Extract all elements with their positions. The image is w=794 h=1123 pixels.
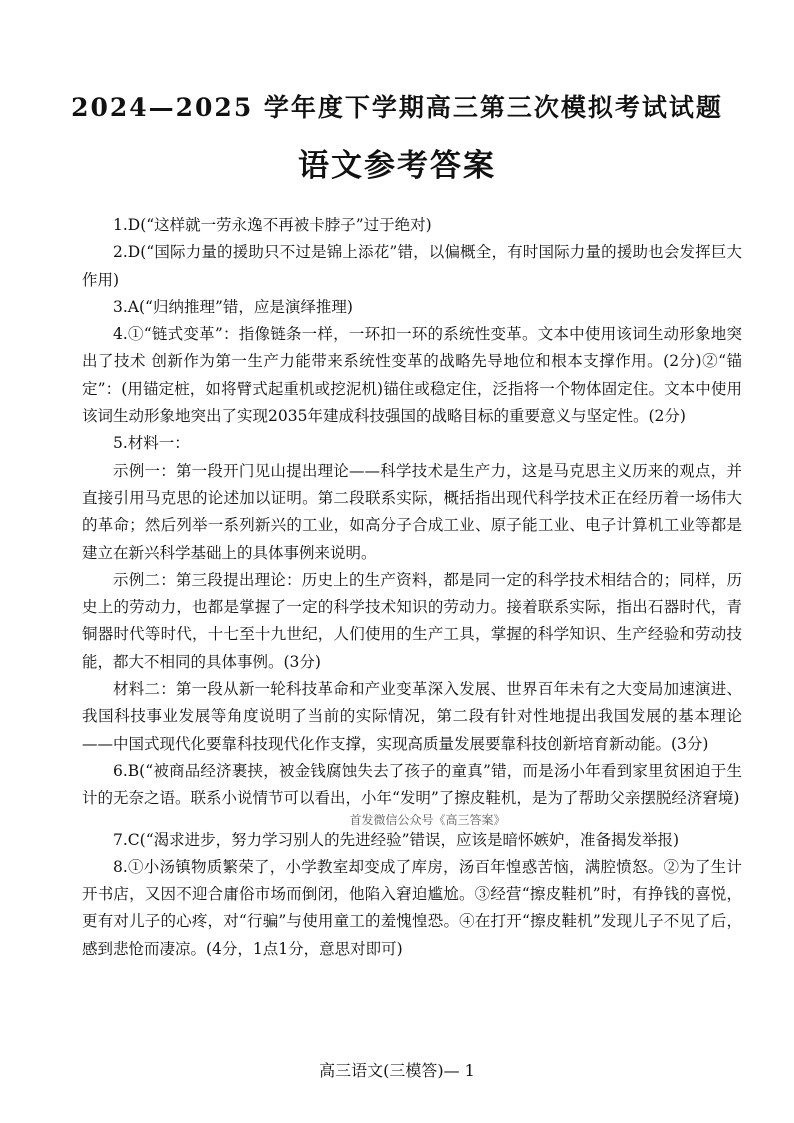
answer-8: 8.①小汤镇物质繁荣了，小学教室却变成了库房，汤百年惶惑苦恼，满腔愤怒。②为了生计开书店，又因不迎合庸俗市场而倒闭，他陷入窘迫尴尬。③经营“擦皮鞋机”时，有挣钱的喜悦，更有对儿子的心疼，对“行骗”与使用童工的羞愧惶恐。④在打开“擦皮鞋机”发现儿子不见了后，感到悲怆而凄凉。(4分，1点1分，意思对即可) <box>82 857 742 958</box>
answer-6: 6.B(“被商品经济裹挟，被金钱腐蚀失去了孩子的童真”错，而是汤小年看到家里贫困迫于生计的无奈之语。联系小说情节可以看出，小年“发明”了擦皮鞋机，是为了帮助父亲摆脱经济窘境) <box>82 761 742 808</box>
page-footer: 高三语文(三模答)— 1 <box>319 1061 475 1080</box>
answer-5-heading: 5.材料一： <box>113 434 190 453</box>
exam-title: 2024—2025 学年度下学期高三第三次模拟考试试题 <box>71 93 723 122</box>
answer-5-example-1: 示例一：第一段开门见山提出理论——科学技术是生产力，这是马克思主义历来的观点，并直接引用马克思的论述加以证明。第二段联系实际，概括指出现代科学技术正在经历着一场伟大的革命；然后列举一系列新兴的工业，如高分子合成工业、原子能工业、电子计算机工业等都是建立在新兴科学基础上的具体事例来说明。 <box>82 461 742 562</box>
answer-4: 4.①“链式变革”：指像链条一样，一环扣一环的系统性变革。文本中使用该词生动形象地突出了技术 创新作为第一生产力能带来系统性变革的战略先导地位和根本支撑作用。(2分)②“锚定”：(用锚定桩，如将臂式起重机或挖泥机)锚住或稳定住，泛指将一个物体固定住。文本中使用该词生动形象地突出了实现2035年建成科技强国的战略目标的重要意义与坚定性。(2分) <box>82 325 742 426</box>
watermark-text: 首发微信公众号《高三答案》 <box>349 812 506 827</box>
answer-1: 1.D(“这样就一劳永逸不再被卡脖子”过于绝对) <box>113 216 432 234</box>
answer-7: 7.C(“渴求进步，努力学习别人的先进经验”错误，应该是暗怀嫉妒，准备揭发举报) <box>113 830 680 849</box>
answer-5-example-2: 示例二：第三段提出理论：历史上的生产资料，都是同一定的科学技术相结合的；同样，历史上的劳动力，也都是掌握了一定的科学技术知识的劳动力。接着联系实际，指出石器时代，青铜器时代等时代，十七至十九世纪，人们使用的生产工具，掌握的科学知识、生产经验和劳动技能，都大不相同的具体事例。(3分) <box>82 570 742 671</box>
answer-5-material-2: 材料二：第一段从新一轮科技革命和产业变革深入发展、世界百年未有之大变局加速演进、我国科技事业发展等角度说明了当前的实际情况，第二段有针对性地提出我国发展的基本理论——中国式现代化要靠科技现代化作支撑，实现高质量发展要靠科技创新培育新动能。(3分) <box>82 680 742 753</box>
answer-2: 2.D(“国际力量的援助只不过是锦上添花”错，以偏概全，有时国际力量的援助也会发挥巨大作用) <box>82 243 742 289</box>
answer-key-subtitle: 语文参考答案 <box>298 148 496 184</box>
answer-content <box>82 212 742 963</box>
answer-3: 3.A(“归纳推理”错，应是演绎推理) <box>113 297 353 316</box>
